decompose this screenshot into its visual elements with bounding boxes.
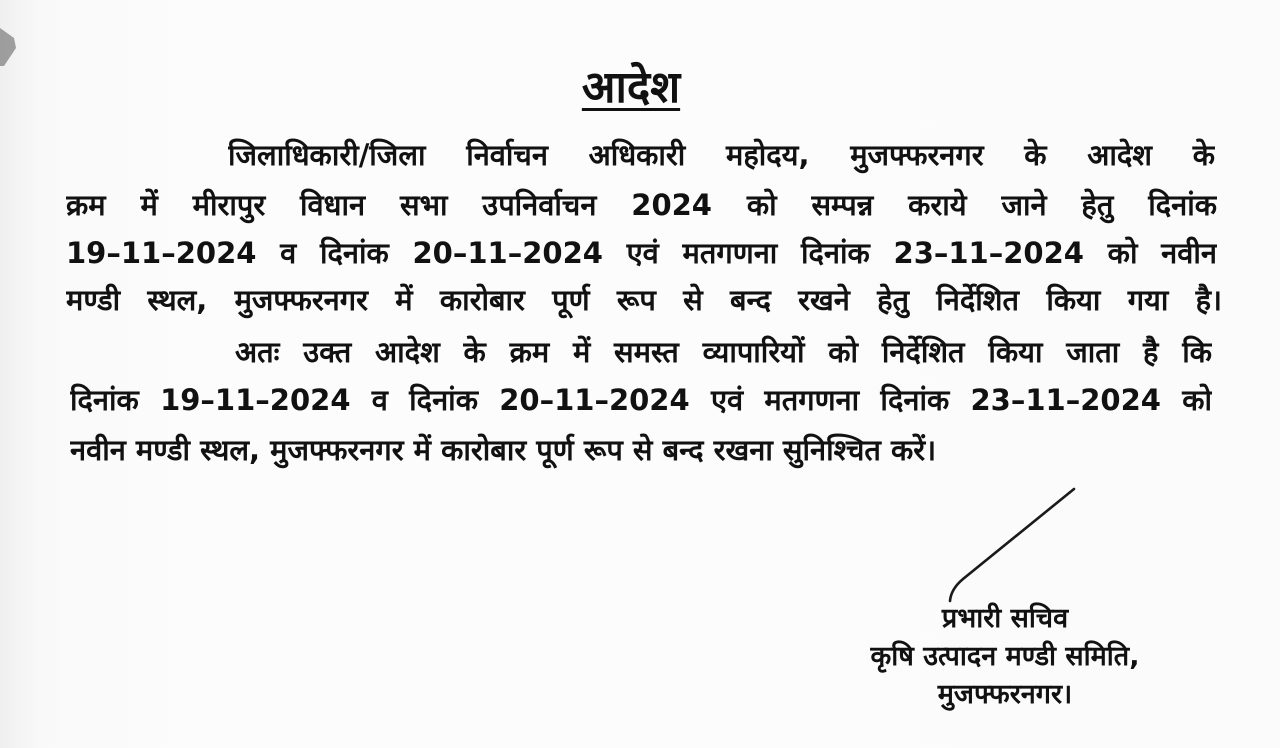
corner-shadow <box>0 28 16 66</box>
paragraph1-line1: जिलाधिकारी/जिला निर्वाचन अधिकारी महोदय, मुजफ्फरनगर के आदेश के <box>228 138 1215 172</box>
paragraph1-line4: मण्डी स्थल, मुजफ्फरनगर में कारोबार पूर्ण रूप से बन्द रखने हेतु निर्देशित किया गया है। <box>66 283 1222 317</box>
paragraph2-line3: नवीन मण्डी स्थल, मुजफ्फरनगर में कारोबार पूर्ण रूप से बन्द रखना सुनिश्चित करें। <box>70 433 937 467</box>
paragraph2-line1: अतः उक्त आदेश के क्रम में समस्त व्यापारियों को निर्देशित किया जाता है कि <box>235 335 1212 369</box>
paragraph1-line3: 19–11–2024 व दिनांक 20–11–2024 एवं मतगणना दिनांक 23–11–2024 को नवीन <box>66 236 1217 270</box>
signatory-office: कृषि उत्पादन मण्डी समिति, <box>870 641 1140 672</box>
handwritten-signature-icon <box>950 489 1074 601</box>
paragraph2-line2: दिनांक 19–11–2024 व दिनांक 20–11–2024 एवं मतगणना दिनांक 23–11–2024 को <box>70 383 1212 417</box>
signature-block <box>800 600 1210 714</box>
signatory-designation: प्रभारी सचिव <box>941 603 1069 634</box>
paragraph1-line2: क्रम में मीरापुर विधान सभा उपनिर्वाचन 2024 को सम्पन्न कराये जाने हेतु दिनांक <box>66 188 1217 222</box>
signatory-place: मुजफ्फरनगर। <box>937 679 1073 710</box>
document-title: आदेश <box>581 62 681 113</box>
